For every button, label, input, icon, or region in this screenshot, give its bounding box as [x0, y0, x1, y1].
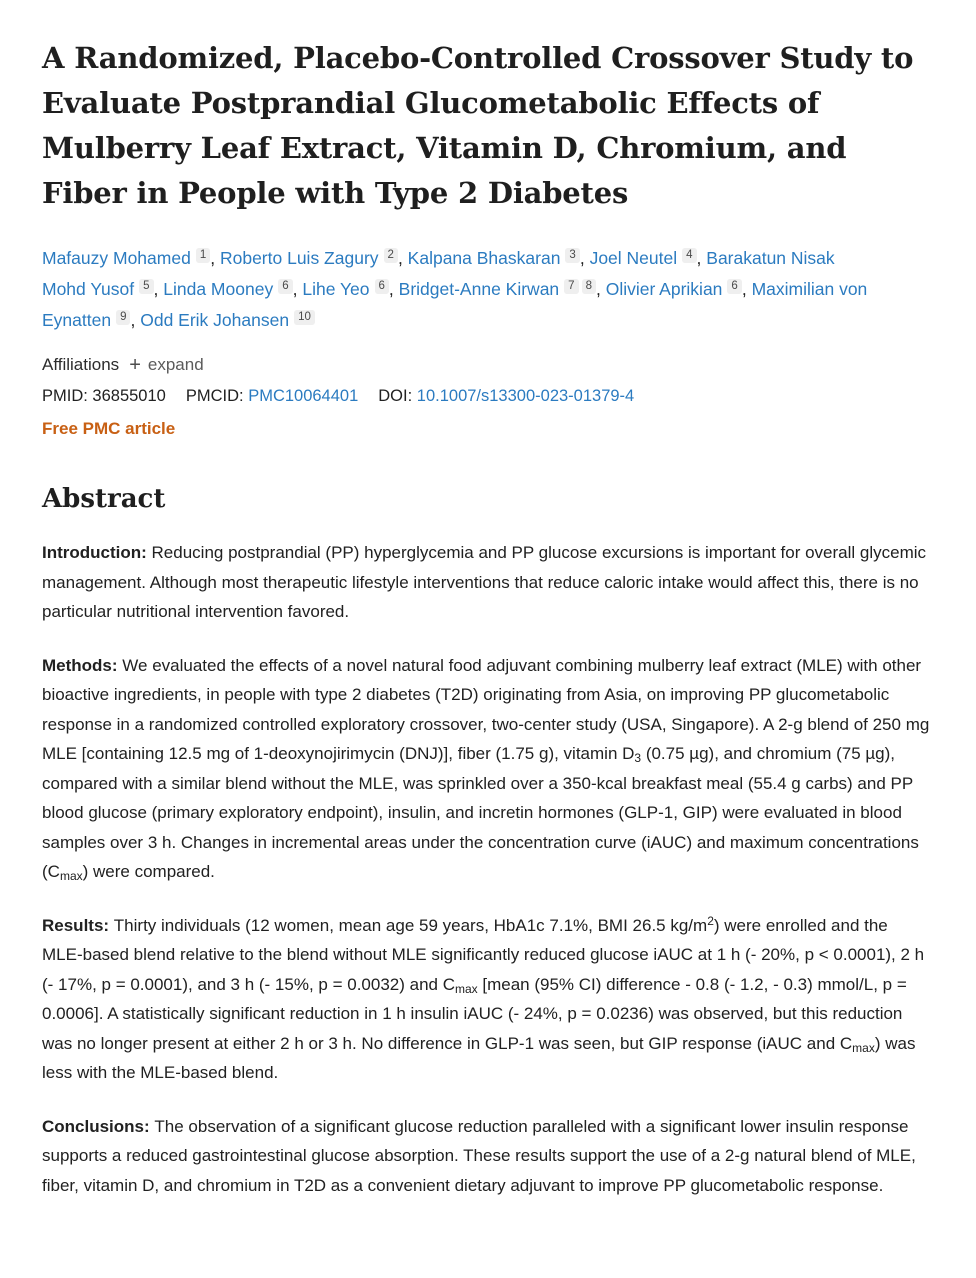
abstract-text-segment: Results:	[42, 915, 114, 935]
author-link[interactable]: Olivier Aprikian	[605, 279, 723, 299]
abstract-text-segment: Methods:	[42, 655, 123, 675]
plus-icon: +	[129, 353, 141, 376]
affiliation-number-badge[interactable]: 7	[564, 279, 578, 294]
author-separator: ,	[130, 310, 141, 330]
author-separator: ,	[579, 248, 590, 268]
abstract-paragraph-results	[42, 911, 932, 1088]
abstract-paragraph-conclusions	[42, 1112, 932, 1201]
id-item-doi	[378, 387, 634, 406]
affiliations-label: Affiliations	[42, 355, 120, 374]
abstract-text-segment: Conclusions:	[42, 1116, 155, 1136]
affiliations-row	[42, 355, 932, 375]
author-separator: ,	[153, 279, 164, 299]
abstract-text-segment: We evaluated the effects of a novel natural food adjuvant combining mulberry leaf extract (MLE) with other bioactive ingredients, in people with type 2 diabetes (T2D) originating from Asia, on improving PP glucometabolic response in a randomized controlled exploratory crossover, two-center study (USA, Singapore). A 2-g blend of 250 mg MLE [containing 12.5 mg of 1-deoxynojirimycin (DNJ)], fiber (1.75 g), vitamin D	[42, 655, 930, 763]
author-link[interactable]: Roberto Luis Zagury	[219, 248, 379, 268]
abstract-text-segment: Reducing postprandial (PP) hyperglycemia and PP glucose excursions is important for overall glycemic management. Although most therapeutic lifestyle interventions that reduce caloric intake would affect this, there is no particular nutritional intervention favored.	[42, 543, 927, 621]
abstract-body	[42, 538, 932, 1200]
abstract-text-segment: Introduction:	[42, 543, 152, 562]
id-value-pmcid[interactable]: PMC10064401	[248, 387, 359, 405]
author-link[interactable]: Mafauzy Mohamed	[42, 248, 191, 268]
authors-list	[42, 243, 872, 336]
affiliation-number-badge[interactable]: 2	[384, 248, 398, 263]
affiliation-number-badge[interactable]: 6	[727, 279, 741, 294]
author-separator: ,	[696, 248, 707, 268]
abstract-text-segment: ) was less with the MLE-based blend.	[42, 1033, 916, 1082]
abstract-heading: Abstract	[42, 484, 166, 514]
abstract-text-segment: max	[852, 1040, 875, 1055]
abstract-text-segment: ) were compared.	[82, 862, 215, 881]
abstract-text-segment: The observation of a significant glucose reduction paralleled with a significant lower insulin response supports a reduced gastrointestinal glucose absorption. These results support the use of a 2-g natural blend of MLE, fiber, vitamin D, and chromium in T2D as a convenient dietary adjuvant to improve PP glucometabolic response.	[42, 1116, 916, 1195]
abstract-text-segment: (0.75 µg), and chromium (75 µg), compared with a similar blend without the MLE, was sprinkled over a 350-kcal breakfast meal (55.4 g carbs) and PP blood glucose (primary exploratory endpoint), insulin, and incretin hormones (GLP-1, GIP) were evaluated in blood samples over 3 h. Changes in incremental areas under the concentration curve (iAUC) and maximum concentrations (C	[42, 744, 919, 881]
id-label-pmcid: PMCID:	[185, 387, 249, 405]
author-link[interactable]: Joel Neutel	[589, 248, 678, 268]
abstract-text-segment: max	[59, 869, 83, 883]
abstract-text-segment: 2	[707, 913, 714, 928]
article-title: A Randomized, Placebo-Controlled Crossover Study to Evaluate Postprandial Glucometabolic Effects of Mulberry Leaf Extract, Vitamin D, Chromium, and Fiber in People with Type 2 Diabetes	[42, 41, 914, 210]
author-separator: ,	[210, 248, 220, 268]
author-link[interactable]: Lihe Yeo	[302, 279, 370, 299]
affiliation-number-badge[interactable]: 1	[196, 248, 210, 263]
author-separator: ,	[741, 279, 752, 299]
author-link[interactable]: Maximilian von Eynatten	[42, 279, 868, 330]
free-pmc-article-label: Free PMC article	[42, 419, 176, 438]
id-value-pmid: 36855010	[92, 387, 166, 405]
abstract-text-segment: max	[454, 981, 478, 996]
abstract-paragraph-methods	[42, 651, 932, 887]
author-separator: ,	[397, 248, 408, 268]
affiliation-number-badge[interactable]: 10	[294, 310, 315, 325]
abstract-text-segment: Thirty individuals (12 women, mean age 59 years, HbA1c 7.1%, BMI 26.5 kg/m	[113, 915, 708, 935]
id-item-pmid	[42, 387, 166, 406]
affiliation-number-badge[interactable]: 3	[565, 248, 579, 263]
identifiers-row	[42, 387, 932, 406]
author-link[interactable]: Odd Erik Johansen	[140, 310, 290, 330]
affiliation-number-badge[interactable]: 9	[116, 310, 130, 325]
affiliation-number-badge[interactable]: 6	[375, 279, 389, 294]
abstract-text-segment: [mean (95% CI) difference - 0.8 (- 1.2, - 0.3) mmol/L, p = 0.0006]. A statistically significant reduction in 1 h insulin iAUC (- 24%, p = 0.0236) was observed, but this reduction was no longer present at either 2 h or 3 h. No difference in GLP-1 was seen, but GIP response (iAUC and C	[42, 974, 907, 1053]
author-link[interactable]: Linda Mooney	[163, 279, 274, 299]
id-item-pmcid	[186, 387, 358, 406]
author-link[interactable]: Kalpana Bhaskaran	[407, 248, 561, 268]
author-separator: ,	[292, 279, 303, 299]
affiliation-number-badge[interactable]: 8	[582, 279, 596, 294]
affiliation-number-badge[interactable]: 6	[278, 279, 292, 294]
author-separator: ,	[595, 279, 606, 299]
affiliation-number-badge[interactable]: 4	[682, 248, 696, 263]
author-link[interactable]: Bridget-Anne Kirwan	[398, 279, 560, 299]
author-separator: ,	[388, 279, 399, 299]
author-link[interactable]: Barakatun Nisak Mohd Yusof	[42, 248, 835, 299]
abstract-text-segment: 3	[634, 751, 642, 765]
expand-affiliations-button[interactable]	[129, 355, 203, 375]
id-label-doi: DOI:	[378, 387, 417, 405]
abstract-text-segment: ) were enrolled and the MLE-based blend relative to the blend without MLE significantly reduced glucose iAUC at 1 h (- 20%, p < 0.0001), 2 h (- 17%, p = 0.0001), and 3 h (- 15%, p = 0.0032) and C	[42, 915, 925, 994]
abstract-paragraph-introduction	[42, 538, 932, 627]
id-value-doi[interactable]: 10.1007/s13300-023-01379-4	[416, 387, 635, 405]
id-label-pmid: PMID:	[42, 387, 93, 405]
affiliation-number-badge[interactable]: 5	[139, 279, 153, 294]
expand-label: expand	[147, 355, 204, 374]
